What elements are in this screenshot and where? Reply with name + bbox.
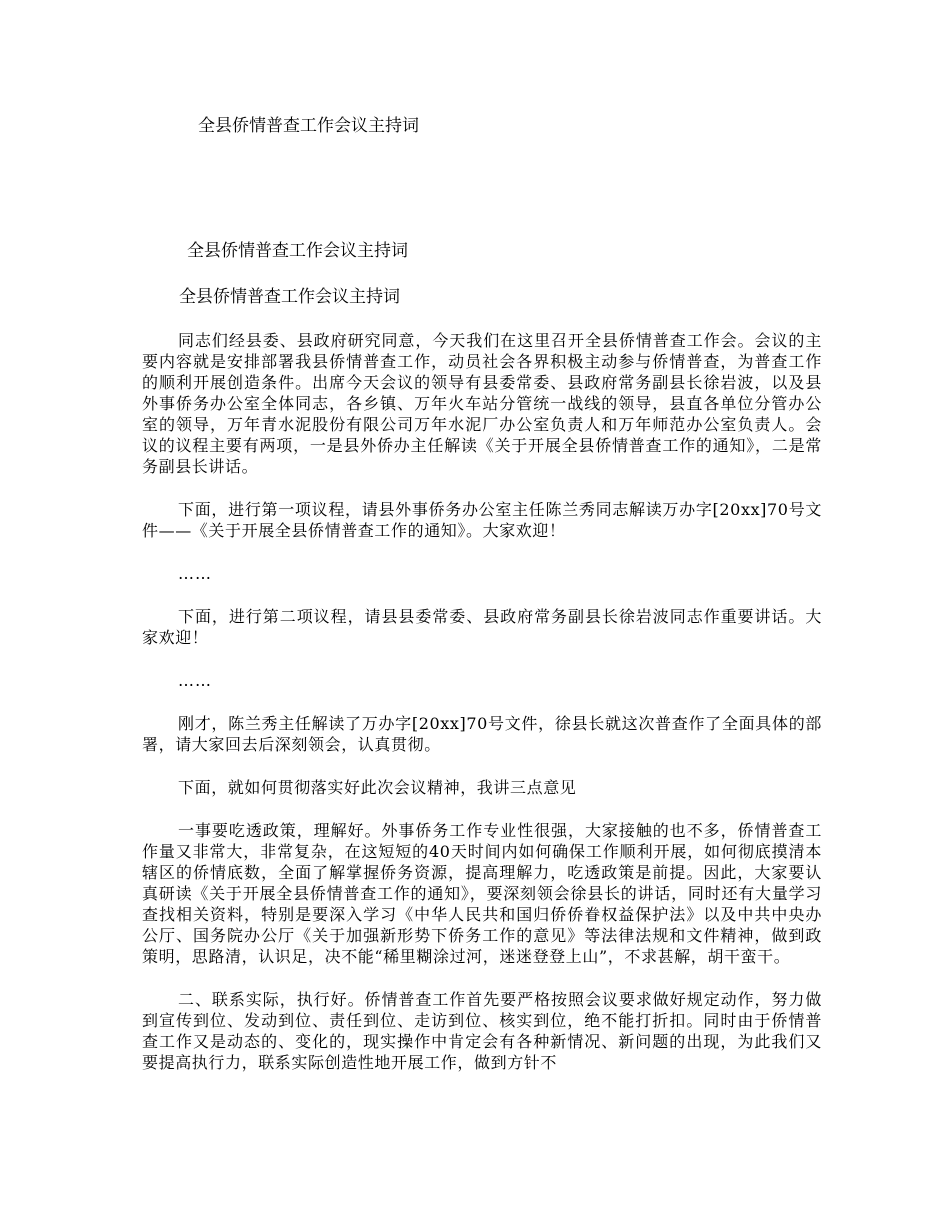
paragraph-summary: 刚才，陈兰秀主任解读了万办字[20xx]70号文件，徐县长就这次普查作了全面具体的部署，请大家回去后深刻领会，认真贯彻。 <box>142 714 822 754</box>
paragraph-ellipsis: …… <box>178 564 212 583</box>
paragraph-point-two: 二、联系实际，执行好。侨情普查工作首先要严格按照会议要求做好规定动作，努力做到宣传到位、发动到位、责任到位、走访到位、核实到位，绝不能打折扣。同时由于侨情普查工作又是动态的、变化的，现实操作中肯定会有各种新情况、新问题的出现，为此我们又要提高执行力，联系实际创造性地开展工作，做到方针不 <box>142 990 822 1072</box>
document-body <box>142 238 822 1073</box>
paragraph-agenda-one: 下面，进行第一项议程，请县外事侨务办公室主任陈兰秀同志解读万办字[20xx]70号文件——《关于开展全县侨情普查工作的通知》。大家欢迎！ <box>142 500 822 540</box>
document-header-title: 全县侨情普查工作会议主持词 <box>198 116 419 136</box>
paragraph-point-one: 一事要吃透政策，理解好。外事侨务工作专业性很强，大家接触的也不多，侨情普查工作量又非常大，非常复杂，在这短短的40天时间内如何确保工作顺利开展，如何彻底摸清本辖区的侨情底数，全面了解掌握侨务资源，提高理解力，吃透政策是前提。因此，大家要认真研读《关于开展全县侨情普查工作的通知》，要深刻领会徐县长的讲话，同时还有大量学习查找相关资料，特别是要深入学习《中华人民共和国归侨侨眷权益保护法》以及中共中央办公厅、国务院办公厅《关于加强新形势下侨务工作的意见》等法律法规和文件精神，做到政策明，思路清，认识足，决不能“稀里糊涂过河，迷迷登登上山”，不求甚解，胡干蛮干。 <box>142 821 822 966</box>
paragraph-ellipsis: …… <box>178 671 212 690</box>
document-subtitle-repeat: 全县侨情普查工作会议主持词 <box>179 287 400 307</box>
paragraph-agenda-two: 下面，进行第二项议程，请县县委常委、县政府常务副县长徐岩波同志作重要讲话。大家欢迎！ <box>142 607 822 647</box>
document-subtitle: 全县侨情普查工作会议主持词 <box>187 241 408 261</box>
paragraph-three-points-intro: 下面，就如何贯彻落实好此次会议精神，我讲三点意见 <box>178 778 577 797</box>
paragraph-opening: 同志们经县委、县政府研究同意，今天我们在这里召开全县侨情普查工作会。会议的主要内容就是安排部署我县侨情普查工作，动员社会各界积极主动参与侨情普查，为普查工作的顺利开展创造条件。出席今天会议的领导有县委常委、县政府常务副县长徐岩波，以及县外事侨务办公室全体同志，各乡镇、万年火车站分管统一战线的领导，县直各单位分管办公室的领导，万年青水泥股份有限公司万年水泥厂办公室负责人和万年师范办公室负责人。会议的议程主要有两项，一是县外侨办主任解读《关于开展全县侨情普查工作的通知》，二是常务副县长讲话。 <box>142 331 822 476</box>
